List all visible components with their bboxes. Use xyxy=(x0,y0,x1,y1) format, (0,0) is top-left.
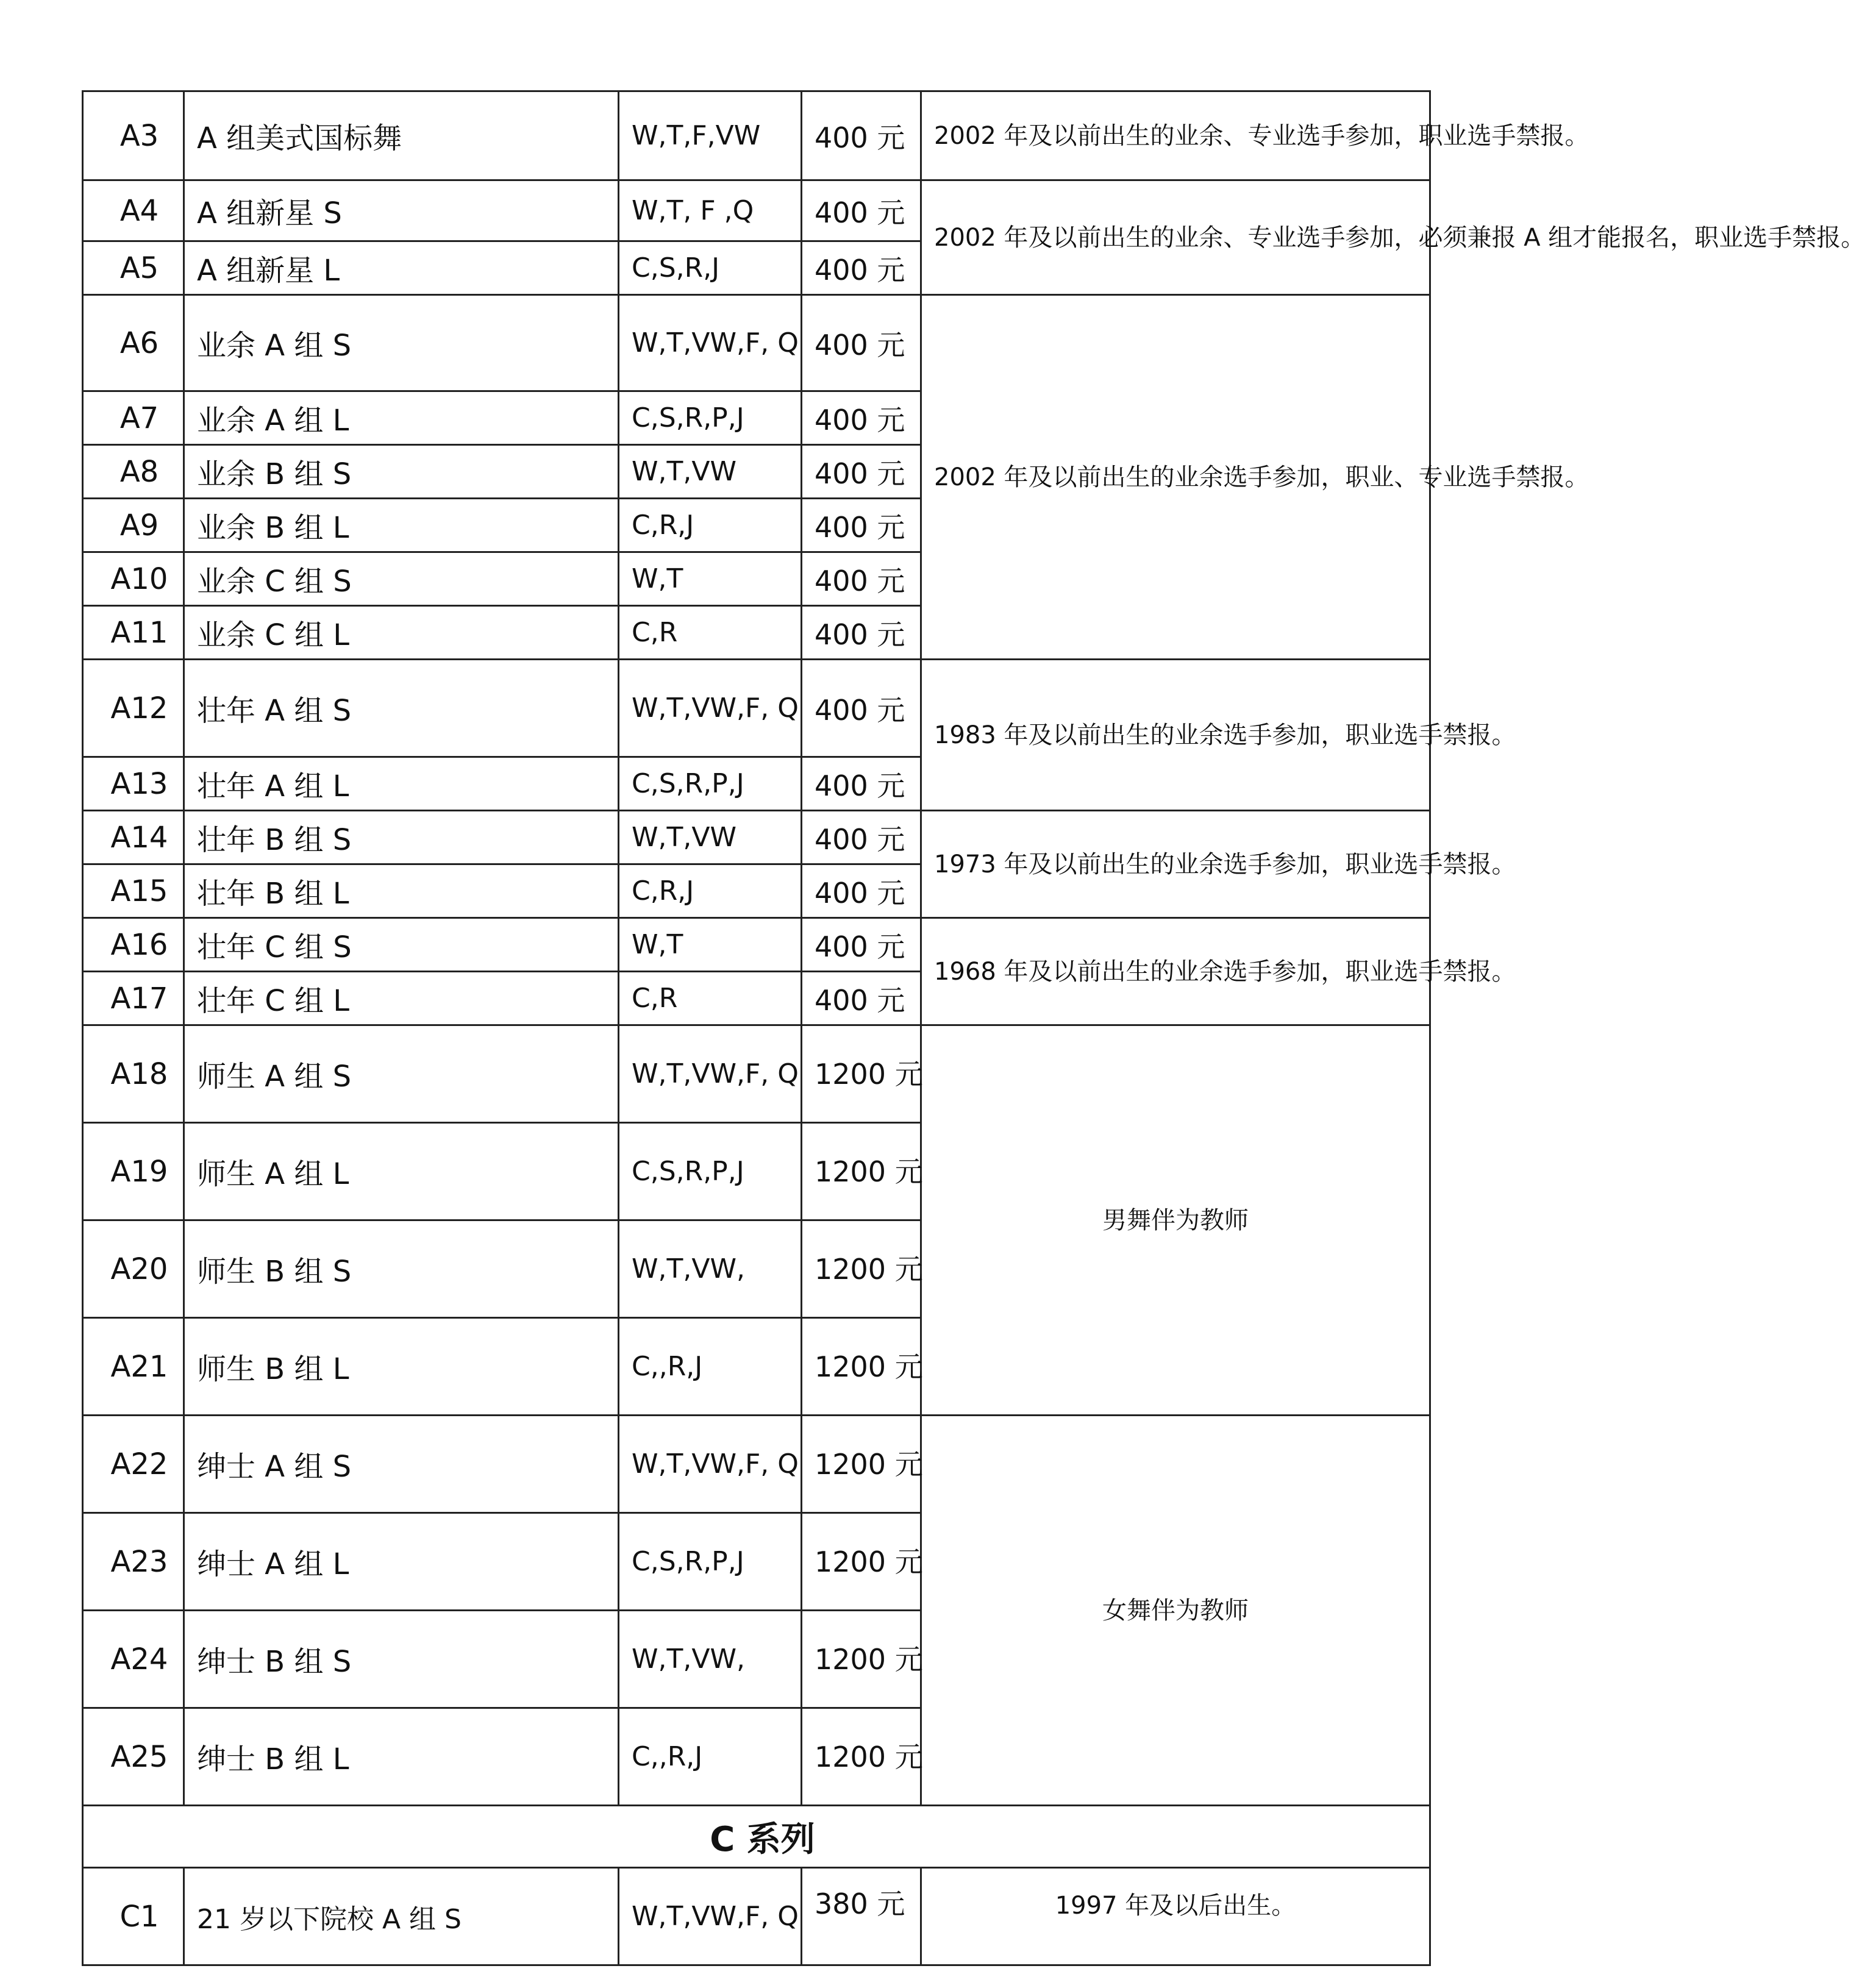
event-fee: 400 元 xyxy=(802,552,921,606)
table-row xyxy=(83,91,1430,180)
event-name: 业余 C 组 S xyxy=(184,552,619,606)
event-fee: 400 元 xyxy=(802,864,921,918)
event-fee: 1200 元 xyxy=(802,1123,921,1220)
event-dances: C,S,R,J xyxy=(619,241,802,295)
event-dances: W,T,VW, xyxy=(619,1220,802,1318)
event-dances: C,S,R,P,J xyxy=(619,757,802,811)
event-note: 1983 年及以前出生的业余选手参加，职业选手禁报。 xyxy=(921,660,1430,811)
event-name: 师生 A 组 L xyxy=(184,1123,619,1220)
event-dances: C,S,R,P,J xyxy=(619,391,802,445)
event-fee: 1200 元 xyxy=(802,1025,921,1123)
event-name: 业余 A 组 S xyxy=(184,295,619,391)
event-dances: C,R,J xyxy=(619,499,802,552)
event-fee: 400 元 xyxy=(802,918,921,972)
table-row xyxy=(83,811,1430,864)
event-code: A6 xyxy=(83,295,184,391)
event-name: 师生 B 组 S xyxy=(184,1220,619,1318)
section-title: C 系列 xyxy=(83,1806,1430,1868)
event-name: 壮年 C 组 S xyxy=(184,918,619,972)
event-code: A16 xyxy=(83,918,184,972)
event-name: 壮年 A 组 S xyxy=(184,660,619,757)
event-dances: C,R,J xyxy=(619,864,802,918)
event-note: 2002 年及以前出生的业余、专业选手参加，必须兼报 A 组才能报名，职业选手禁报。 xyxy=(921,180,1430,295)
event-code: A18 xyxy=(83,1025,184,1123)
event-name: 壮年 B 组 L xyxy=(184,864,619,918)
event-dances: W,T,VW,F, Q xyxy=(619,295,802,391)
event-name: 绅士 B 组 S xyxy=(184,1611,619,1708)
event-fee: 400 元 xyxy=(802,660,921,757)
table-row xyxy=(83,295,1430,391)
event-name: A 组美式国标舞 xyxy=(184,91,619,180)
event-name: 21 岁以下院校 A 组 S xyxy=(184,1868,619,1965)
event-name: 壮年 B 组 S xyxy=(184,811,619,864)
event-name: 业余 C 组 L xyxy=(184,606,619,660)
event-name: A 组新星 L xyxy=(184,241,619,295)
event-dances: W,T,VW,F, Q xyxy=(619,660,802,757)
table-row xyxy=(83,660,1430,757)
event-code: A25 xyxy=(83,1708,184,1806)
event-fee: 1200 元 xyxy=(802,1513,921,1611)
event-name: 绅士 A 组 S xyxy=(184,1416,619,1513)
event-name: 师生 A 组 S xyxy=(184,1025,619,1123)
event-fee: 400 元 xyxy=(802,445,921,499)
event-dances: W,T,VW,F, Q xyxy=(619,1025,802,1123)
event-fee: 400 元 xyxy=(802,972,921,1025)
event-name: 业余 A 组 L xyxy=(184,391,619,445)
event-fee: 400 元 xyxy=(802,391,921,445)
event-note: 1973 年及以前出生的业余选手参加，职业选手禁报。 xyxy=(921,811,1430,918)
table-row xyxy=(83,918,1430,972)
event-code: A17 xyxy=(83,972,184,1025)
event-code: A4 xyxy=(83,180,184,241)
event-name: 业余 B 组 S xyxy=(184,445,619,499)
event-code: A9 xyxy=(83,499,184,552)
event-name: 绅士 A 组 L xyxy=(184,1513,619,1611)
event-code: A7 xyxy=(83,391,184,445)
event-code: C1 xyxy=(83,1868,184,1965)
event-dances: W,T,VW,F, Q xyxy=(619,1416,802,1513)
event-fee: 380 元 xyxy=(802,1868,921,1965)
event-name: 壮年 C 组 L xyxy=(184,972,619,1025)
event-code: A13 xyxy=(83,757,184,811)
event-dances: C,,R,J xyxy=(619,1708,802,1806)
event-dances: C,R xyxy=(619,606,802,660)
event-name: 师生 B 组 L xyxy=(184,1318,619,1416)
event-note: 1997 年及以后出生。 xyxy=(921,1868,1430,1965)
event-code: A14 xyxy=(83,811,184,864)
event-fee: 400 元 xyxy=(802,499,921,552)
event-code: A10 xyxy=(83,552,184,606)
event-dances: W,T,F,VW xyxy=(619,91,802,180)
event-fee: 1200 元 xyxy=(802,1220,921,1318)
event-fee: 400 元 xyxy=(802,295,921,391)
event-fee: 1200 元 xyxy=(802,1416,921,1513)
event-name: A 组新星 S xyxy=(184,180,619,241)
section-header-row xyxy=(83,1806,1430,1868)
event-code: A19 xyxy=(83,1123,184,1220)
event-fee: 400 元 xyxy=(802,811,921,864)
event-name: 壮年 A 组 L xyxy=(184,757,619,811)
event-code: A11 xyxy=(83,606,184,660)
event-code: A15 xyxy=(83,864,184,918)
event-dances: W,T xyxy=(619,918,802,972)
event-dances: C,S,R,P,J xyxy=(619,1513,802,1611)
event-note: 女舞伴为教师 xyxy=(921,1416,1430,1806)
event-fee: 1200 元 xyxy=(802,1611,921,1708)
event-code: A22 xyxy=(83,1416,184,1513)
event-code: A5 xyxy=(83,241,184,295)
event-dances: W,T,VW,F, Q xyxy=(619,1868,802,1965)
event-code: A20 xyxy=(83,1220,184,1318)
registration-table xyxy=(82,90,1865,1966)
event-code: A12 xyxy=(83,660,184,757)
event-note: 1968 年及以前出生的业余选手参加，职业选手禁报。 xyxy=(921,918,1430,1025)
event-dances: W,T,VW xyxy=(619,811,802,864)
event-note: 2002 年及以前出生的业余选手参加，职业、专业选手禁报。 xyxy=(921,295,1430,660)
event-dances: W,T, F ,Q xyxy=(619,180,802,241)
event-fee: 1200 元 xyxy=(802,1708,921,1806)
event-fee: 1200 元 xyxy=(802,1318,921,1416)
event-dances: C,S,R,P,J xyxy=(619,1123,802,1220)
event-dances: W,T,VW, xyxy=(619,1611,802,1708)
event-dances: W,T xyxy=(619,552,802,606)
table-row xyxy=(83,1416,1430,1513)
event-fee: 400 元 xyxy=(802,606,921,660)
event-fee: 400 元 xyxy=(802,180,921,241)
event-code: A21 xyxy=(83,1318,184,1416)
event-name: 绅士 B 组 L xyxy=(184,1708,619,1806)
table-row xyxy=(83,180,1430,241)
event-fee: 400 元 xyxy=(802,241,921,295)
event-note: 2002 年及以前出生的业余、专业选手参加，职业选手禁报。 xyxy=(921,91,1430,180)
event-note: 男舞伴为教师 xyxy=(921,1025,1430,1416)
event-dances: W,T,VW xyxy=(619,445,802,499)
event-code: A3 xyxy=(83,91,184,180)
event-fee: 400 元 xyxy=(802,91,921,180)
event-fee: 400 元 xyxy=(802,757,921,811)
table-row xyxy=(83,1025,1430,1123)
event-name: 业余 B 组 L xyxy=(184,499,619,552)
table-row xyxy=(83,1868,1430,1965)
event-code: A8 xyxy=(83,445,184,499)
event-dances: C,,R,J xyxy=(619,1318,802,1416)
event-dances: C,R xyxy=(619,972,802,1025)
event-code: A24 xyxy=(83,1611,184,1708)
event-code: A23 xyxy=(83,1513,184,1611)
